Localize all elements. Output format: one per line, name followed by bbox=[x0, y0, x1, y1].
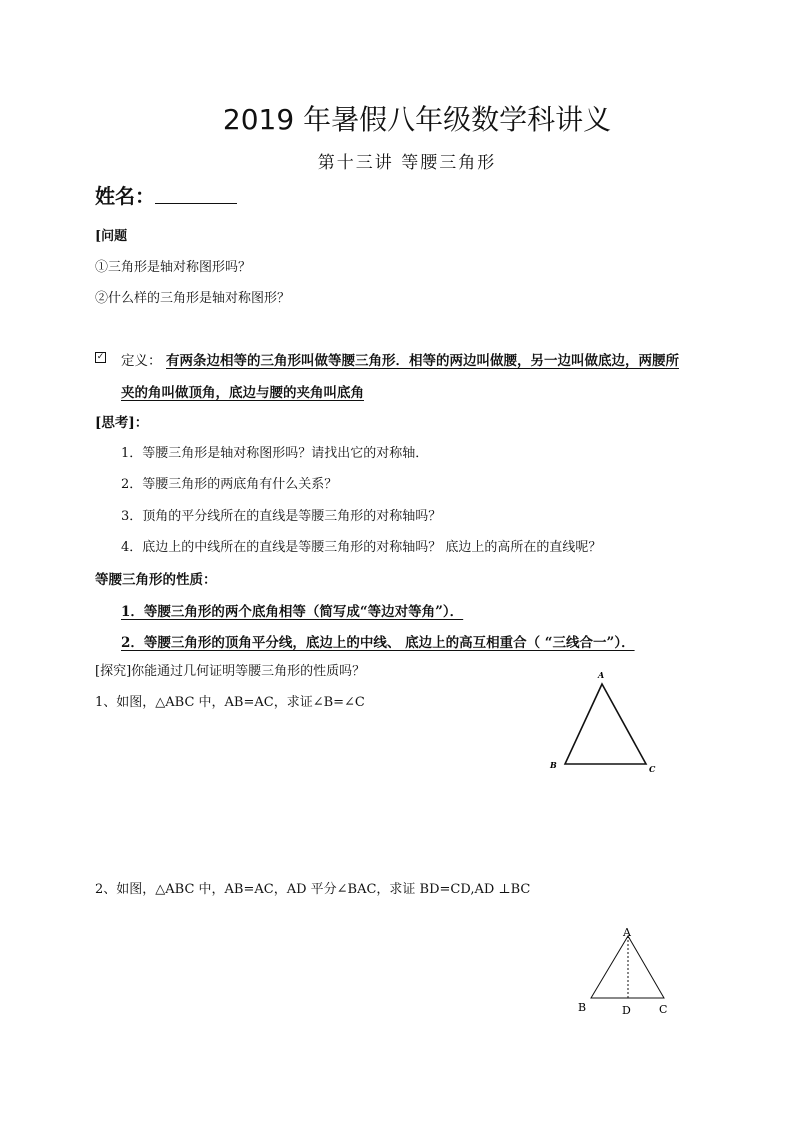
think-item-4: 4．底边上的中线所在的直线是等腰三角形的对称轴吗？ 底边上的高所在的直线呢？ bbox=[121, 540, 602, 555]
think-item-1: 1．等腰三角形是轴对称图形吗？请找出它的对称轴． bbox=[121, 446, 429, 461]
triangle-abc-1 bbox=[565, 684, 646, 764]
problem-question-1: ①三角形是轴对称图形吗？ bbox=[95, 260, 252, 275]
problem-question-2: ②什么样的三角形是轴对称图形？ bbox=[95, 291, 291, 306]
name-blank-line bbox=[155, 203, 237, 204]
property-2: 2．等腰三角形的顶角平分线，底边上的中线、 底边上的高互相重合（ “三线合一”）． bbox=[121, 635, 635, 651]
triangle-figure-2 bbox=[570, 922, 680, 1022]
vertex-label-c: C bbox=[649, 764, 656, 774]
definition-line-1: 有两条边相等的三角形叫做等腰三角形．相等的两边叫做腰，另一边叫做底边，两腰所 bbox=[166, 353, 679, 369]
vertex-label-a: A bbox=[623, 926, 631, 939]
vertex-label-a: A bbox=[598, 670, 605, 680]
vertex-label-b: B bbox=[550, 760, 557, 770]
exercise-1: 1、如图，△ABC 中，AB=AC，求证∠B=∠C bbox=[95, 695, 365, 710]
definition-label: 定义： bbox=[121, 353, 162, 369]
name-label: 姓名： bbox=[95, 184, 155, 208]
property-1: 1．等腰三角形的两个底角相等（简写成“等边对等角”）． bbox=[121, 604, 464, 620]
think-heading: [思考]： bbox=[95, 415, 149, 431]
properties-heading: 等腰三角形的性质： bbox=[95, 572, 217, 588]
problem-heading: [问题 bbox=[95, 229, 128, 244]
checkbox-icon: ✓ bbox=[96, 352, 105, 362]
think-item-3: 3．顶角的平分线所在的直线是等腰三角形的对称轴吗？ bbox=[121, 509, 442, 524]
vertex-label-b: B bbox=[578, 1001, 587, 1014]
definition-line-2: 夹的角叫做顶角，底边与腰的夹角叫底角 bbox=[121, 385, 364, 401]
page-title: 2019 年暑假八年级数学科讲义 bbox=[222, 103, 612, 136]
triangle-figure-1 bbox=[545, 668, 665, 778]
lecture-subtitle: 第十三讲 等腰三角形 bbox=[317, 153, 497, 173]
vertex-label-d: D bbox=[622, 1004, 631, 1017]
exercise-2: 2、如图，△ABC 中，AB=AC，AD 平分∠BAC，求证 BD=CD,AD ⊥BC bbox=[95, 882, 531, 897]
explore-prompt: [探究]你能通过几何证明等腰三角形的性质吗？ bbox=[95, 664, 366, 679]
think-item-2: 2．等腰三角形的两底角有什么关系？ bbox=[121, 477, 338, 492]
vertex-label-c: C bbox=[659, 1003, 668, 1016]
